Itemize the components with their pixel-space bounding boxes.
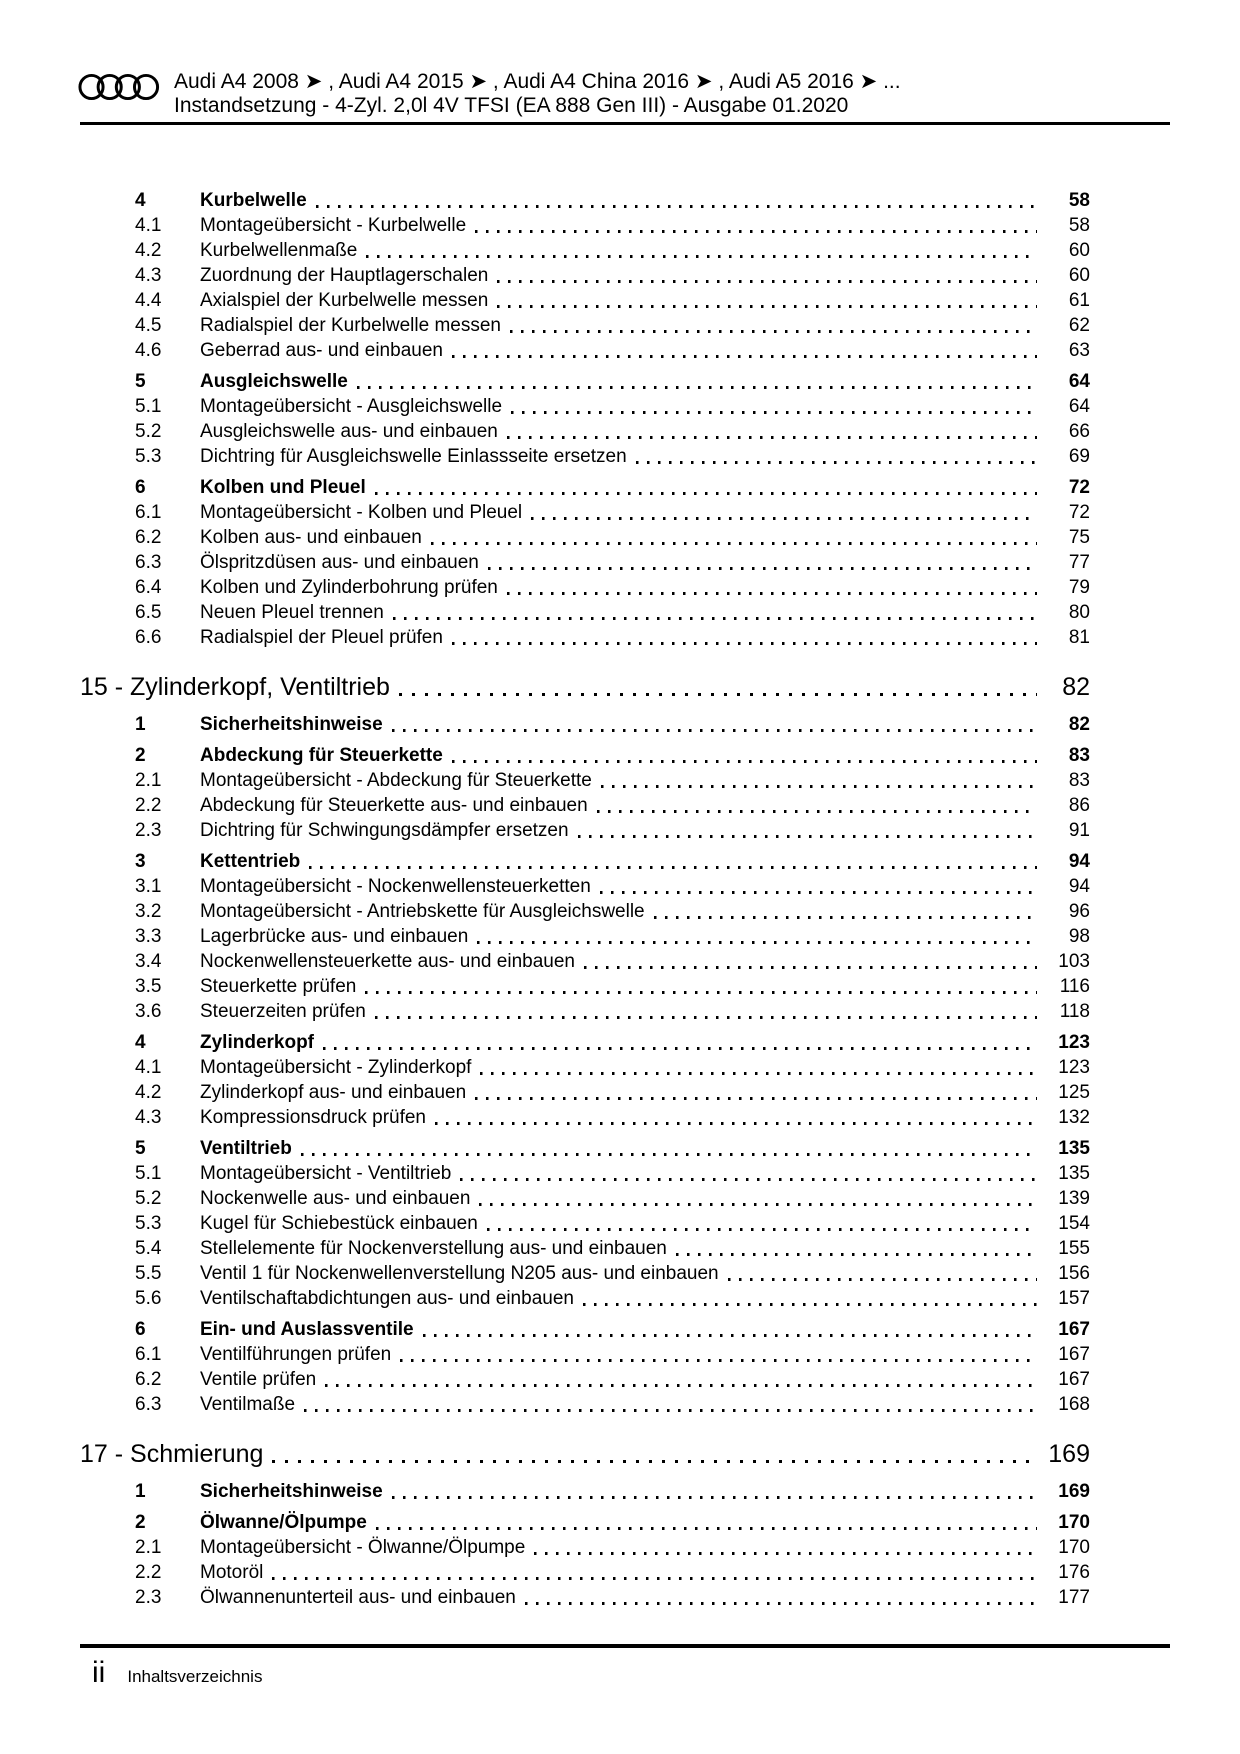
- toc-entry-title: Dichtring für Ausgleichswelle Einlassseite ersetzen: [200, 446, 627, 467]
- footer-page-number: ii: [92, 1656, 106, 1689]
- toc-entry-row: [80, 1211, 1090, 1236]
- toc-entry-title: Ausgleichswelle aus- und einbauen: [200, 421, 498, 442]
- dot-leader: [525, 1602, 1037, 1605]
- toc-entry-number: 3: [135, 851, 146, 872]
- toc-entry-number: 6: [135, 1319, 146, 1340]
- toc-entry-title: Stellelemente für Nockenverstellung aus- und einbauen: [200, 1238, 667, 1259]
- toc-entry-title: Abdeckung für Steuerkette aus- und einbauen: [200, 795, 588, 816]
- toc-entry-row: [80, 550, 1090, 575]
- toc-entry-number: 3.6: [135, 1001, 162, 1022]
- dot-leader: [452, 355, 1037, 358]
- dot-leader: [507, 592, 1037, 595]
- toc-entry-number: 6.5: [135, 602, 162, 623]
- dot-leader: [583, 1303, 1037, 1306]
- toc-entry-title: Axialspiel der Kurbelwelle messen: [200, 290, 489, 311]
- toc-entry-row: [80, 1080, 1090, 1105]
- toc-entry-row: [80, 444, 1090, 469]
- toc-entry-number: 5.2: [135, 1188, 162, 1209]
- toc-entry-row: [80, 768, 1090, 793]
- toc-entry-number: 2.3: [135, 1587, 162, 1608]
- toc-entry-title: Zylinderkopf: [200, 1032, 315, 1053]
- toc-entry-row: [80, 1030, 1090, 1055]
- toc-entry-row: [80, 600, 1090, 625]
- toc-entry-title: Kolben und Zylinderbohrung prüfen: [200, 577, 498, 598]
- dot-leader: [676, 1253, 1037, 1256]
- dot-leader: [477, 941, 1037, 944]
- toc-entry-number: 4.6: [135, 340, 162, 361]
- dot-leader: [497, 305, 1037, 308]
- toc-entry-row: [80, 1342, 1090, 1367]
- footer-section-label: Inhaltsverzeichnis: [127, 1667, 263, 1686]
- toc-entry-row: [80, 1236, 1090, 1261]
- toc-entry-page: 167: [1058, 1344, 1090, 1365]
- toc-entry-number: 4.5: [135, 315, 162, 336]
- toc-entry-title: Nockenwelle aus- und einbauen: [200, 1188, 471, 1209]
- toc-entry-row: [80, 712, 1090, 737]
- toc-entry-title: Geberrad aus- und einbauen: [200, 340, 443, 361]
- dot-leader: [431, 542, 1037, 545]
- toc-entry-number: 3.5: [135, 976, 162, 997]
- toc-entry-page: 155: [1058, 1238, 1090, 1259]
- toc-entry-number: 5.2: [135, 421, 162, 442]
- toc-entry-number: 4.2: [135, 240, 162, 261]
- toc-entry-page: 154: [1058, 1213, 1090, 1234]
- toc-entry-row: [80, 263, 1090, 288]
- toc-entry-number: 4.4: [135, 290, 162, 311]
- toc-entry-title: Montageübersicht - Nockenwellensteuerketten: [200, 876, 591, 897]
- toc-entry-title: Montageübersicht - Zylinderkopf: [200, 1057, 472, 1078]
- toc-entry-page: 103: [1058, 951, 1090, 972]
- toc-entry-row: [80, 1367, 1090, 1392]
- toc-entry-title: Ventilmaße: [200, 1394, 296, 1415]
- toc-entry-page: 170: [1058, 1537, 1090, 1558]
- toc-entry-page: 156: [1058, 1263, 1090, 1284]
- toc-entry-row: [80, 1560, 1090, 1585]
- dot-leader: [601, 785, 1037, 788]
- dot-leader: [479, 1203, 1037, 1206]
- toc-entry-page: 157: [1058, 1288, 1090, 1309]
- toc-entry-page: 77: [1068, 552, 1090, 573]
- toc-entry-title: Kurbelwellenmaße: [200, 240, 358, 261]
- toc-entry-page: 62: [1068, 315, 1090, 336]
- toc-entry-title: Ölspritzdüsen aus- und einbauen: [200, 552, 479, 573]
- toc-entry-title: Montageübersicht - Kurbelwelle: [200, 215, 467, 236]
- toc-entry-number: 5.4: [135, 1238, 162, 1259]
- toc-entry-page: 98: [1068, 926, 1090, 947]
- toc-entry-row: [80, 949, 1090, 974]
- dot-leader: [497, 280, 1037, 283]
- toc-entry-row: [80, 369, 1090, 394]
- toc-entry-number: 5.6: [135, 1288, 162, 1309]
- toc-entry-page: 123: [1058, 1032, 1090, 1053]
- toc-entry-page: 135: [1058, 1138, 1090, 1159]
- toc-entry-row: [80, 849, 1090, 874]
- dot-leader: [376, 1527, 1037, 1530]
- toc-entry-page: 83: [1068, 745, 1090, 766]
- toc-entry-row: [80, 525, 1090, 550]
- toc-entry-number: 2.3: [135, 820, 162, 841]
- toc-entry-number: 5.1: [135, 1163, 162, 1184]
- toc-entry-page: 72: [1068, 477, 1090, 498]
- toc-entry-page: 169: [1058, 1481, 1090, 1502]
- dot-leader: [475, 230, 1037, 233]
- toc-entry-number: 4.1: [135, 215, 162, 236]
- dot-leader: [488, 567, 1037, 570]
- toc-entry-title: Kettentrieb: [200, 851, 301, 872]
- toc-entry-number: 3.3: [135, 926, 162, 947]
- toc-entry-row: [80, 1392, 1090, 1417]
- toc-entry-page: 63: [1068, 340, 1090, 361]
- toc-entry-page: 86: [1068, 795, 1090, 816]
- toc-entry-page: 82: [1062, 673, 1090, 701]
- toc-entry-title: Ein- und Auslassventile: [200, 1319, 414, 1340]
- toc-entry-row: [80, 874, 1090, 899]
- toc-entry-number: 2.2: [135, 795, 162, 816]
- toc-entry-page: 170: [1058, 1512, 1090, 1533]
- page-footer: [92, 1656, 262, 1690]
- toc-entry-title: Zylinderkopf aus- und einbauen: [200, 1082, 467, 1103]
- toc-entry-number: 4: [135, 190, 146, 211]
- dot-leader: [392, 1496, 1037, 1499]
- toc-entry-number: 6.2: [135, 527, 162, 548]
- toc-entry-number: 5: [135, 371, 146, 392]
- dot-leader: [400, 1359, 1037, 1362]
- toc-chapter-row: [80, 1439, 1090, 1469]
- dot-leader: [366, 255, 1037, 258]
- footer-divider: [80, 1644, 1170, 1648]
- toc-entry-page: 58: [1068, 215, 1090, 236]
- toc-entry-page: 176: [1058, 1562, 1090, 1583]
- toc-entry-row: [80, 743, 1090, 768]
- audi-rings-icon: [78, 72, 160, 102]
- toc-entry-number: 5.3: [135, 1213, 162, 1234]
- toc-chapter-row: [80, 672, 1090, 702]
- dot-leader: [452, 760, 1037, 763]
- toc-entry-page: 75: [1068, 527, 1090, 548]
- toc-entry-page: 91: [1068, 820, 1090, 841]
- toc-entry-row: [80, 188, 1090, 213]
- toc-entry-page: 60: [1068, 240, 1090, 261]
- header-models-line: Audi A4 2008 ➤ , Audi A4 2015 ➤ , Audi A4 China 2016 ➤ , Audi A5 2016 ➤ ...: [174, 70, 901, 93]
- dot-leader: [534, 1552, 1037, 1555]
- toc-entry-page: 116: [1059, 976, 1090, 997]
- dot-leader: [272, 1460, 1037, 1463]
- dot-leader: [365, 991, 1037, 994]
- toc-entry-page: 168: [1058, 1394, 1090, 1415]
- toc-entry-number: 6.4: [135, 577, 162, 598]
- dot-leader: [323, 1047, 1037, 1050]
- toc-entry-title: Dichtring für Schwingungsdämpfer ersetzen: [200, 820, 569, 841]
- toc-entry-title: Radialspiel der Kurbelwelle messen: [200, 315, 501, 336]
- toc-entry-number: 6.1: [135, 1344, 162, 1365]
- toc-entry-title: Kurbelwelle: [200, 190, 307, 211]
- dot-leader: [480, 1072, 1037, 1075]
- toc-entry-page: 80: [1068, 602, 1090, 623]
- header-text: [174, 70, 901, 118]
- toc-entry-page: 72: [1068, 502, 1090, 523]
- toc-entry-number: 6.2: [135, 1369, 162, 1390]
- toc-entry-row: [80, 924, 1090, 949]
- toc-entry-row: [80, 793, 1090, 818]
- toc-entry-number: 6.1: [135, 502, 162, 523]
- toc-entry-page: 61: [1068, 290, 1090, 311]
- toc-entry-row: [80, 625, 1090, 650]
- dot-leader: [597, 810, 1037, 813]
- dot-leader: [531, 517, 1037, 520]
- toc-entry-number: 6.3: [135, 1394, 162, 1415]
- toc-entry-page: 132: [1058, 1107, 1090, 1128]
- toc-entry-title: Montageübersicht - Ausgleichswelle: [200, 396, 503, 417]
- toc-entry-row: [80, 1479, 1090, 1504]
- dot-leader: [452, 642, 1037, 645]
- toc-entry-row: [80, 818, 1090, 843]
- toc-entry-title: Sicherheitshinweise: [200, 1481, 383, 1502]
- toc-entry-row: [80, 394, 1090, 419]
- toc-entry-row: [80, 1161, 1090, 1186]
- toc-entry-page: 94: [1068, 851, 1090, 872]
- dot-leader: [309, 866, 1037, 869]
- toc-entry-title: Montageübersicht - Ventiltrieb: [200, 1163, 452, 1184]
- toc-entry-number: 5.3: [135, 446, 162, 467]
- toc-entry-row: [80, 338, 1090, 363]
- toc-entry-page: 69: [1068, 446, 1090, 467]
- toc-entry-title: Montageübersicht - Antriebskette für Ausgleichswelle: [200, 901, 645, 922]
- toc-entry-row: [80, 899, 1090, 924]
- dot-leader: [357, 386, 1037, 389]
- toc-entry-title: Radialspiel der Pleuel prüfen: [200, 627, 443, 648]
- toc-entry-title: Ausgleichswelle: [200, 371, 348, 392]
- toc-entry-number: 3.4: [135, 951, 162, 972]
- toc-entry-title: Motoröl: [200, 1562, 264, 1583]
- toc-entry-title: Ventilführungen prüfen: [200, 1344, 392, 1365]
- toc-entry-title: Ventilschaftabdichtungen aus- und einbauen: [200, 1288, 574, 1309]
- toc-entry-number: 5: [135, 1138, 146, 1159]
- toc-entry-row: [80, 419, 1090, 444]
- toc-entry-page: 167: [1058, 1369, 1090, 1390]
- toc-entry-row: [80, 1105, 1090, 1130]
- toc-entry-number: 4.3: [135, 265, 162, 286]
- dot-leader: [654, 916, 1037, 919]
- toc-entry-row: [80, 1317, 1090, 1342]
- toc-entry-number: 2.1: [135, 1537, 162, 1558]
- toc-entry-number: 6.3: [135, 552, 162, 573]
- toc-entry-page: 64: [1068, 371, 1090, 392]
- toc-entry-number: 4.1: [135, 1057, 162, 1078]
- toc-entry-row: [80, 1535, 1090, 1560]
- toc-entry-title: Ventil 1 für Nockenwellenverstellung N205 aus- und einbauen: [200, 1263, 719, 1284]
- toc-entry-page: 123: [1058, 1057, 1090, 1078]
- toc-entry-row: [80, 1286, 1090, 1311]
- toc-entry-number: 6.6: [135, 627, 162, 648]
- toc-entry-title: Steuerzeiten prüfen: [200, 1001, 366, 1022]
- dot-leader: [487, 1228, 1037, 1231]
- toc-entry-title: Abdeckung für Steuerkette: [200, 745, 443, 766]
- toc-entry-row: [80, 1510, 1090, 1535]
- dot-leader: [578, 835, 1037, 838]
- toc-entry-title: Kolben aus- und einbauen: [200, 527, 422, 548]
- toc-entry-title: Kolben und Pleuel: [200, 477, 366, 498]
- header-doc-title: Instandsetzung - 4-Zyl. 2,0l 4V TFSI (EA 888 Gen III) - Ausgabe 01.2020: [174, 94, 849, 117]
- toc-entry-title: Montageübersicht - Kolben und Pleuel: [200, 502, 523, 523]
- toc-entry-page: 96: [1068, 901, 1090, 922]
- toc-chapter-title: 15 - Zylinderkopf, Ventiltrieb: [80, 673, 390, 701]
- dot-leader: [375, 1016, 1037, 1019]
- toc-entry-page: 58: [1068, 190, 1090, 211]
- toc-entry-page: 125: [1058, 1082, 1090, 1103]
- toc-entry-row: [80, 1055, 1090, 1080]
- dot-leader: [375, 492, 1037, 495]
- dot-leader: [304, 1409, 1037, 1412]
- toc-entry-title: Ventile prüfen: [200, 1369, 317, 1390]
- toc-entry-row: [80, 575, 1090, 600]
- toc-entry-page: 94: [1068, 876, 1090, 897]
- toc-entry-page: 177: [1058, 1587, 1090, 1608]
- toc-entry-row: [80, 288, 1090, 313]
- toc-entry-page: 79: [1068, 577, 1090, 598]
- toc-entry-row: [80, 1136, 1090, 1161]
- toc-chapter-title: 17 - Schmierung: [80, 1440, 264, 1468]
- toc-entry-row: [80, 1186, 1090, 1211]
- toc-entry-number: 5.1: [135, 396, 162, 417]
- dot-leader: [510, 330, 1037, 333]
- toc-entry-page: 81: [1068, 627, 1090, 648]
- dot-leader: [393, 617, 1037, 620]
- dot-leader: [435, 1122, 1037, 1125]
- page-header: [78, 70, 1170, 118]
- toc-entry-title: Zuordnung der Hauptlagerschalen: [200, 265, 489, 286]
- toc-entry-number: 2: [135, 745, 146, 766]
- toc-entry-row: [80, 213, 1090, 238]
- toc-entry-title: Montageübersicht - Abdeckung für Steuerkette: [200, 770, 592, 791]
- toc-entry-page: 66: [1068, 421, 1090, 442]
- toc-entry-row: [80, 238, 1090, 263]
- toc-entry-title: Kugel für Schiebestück einbauen: [200, 1213, 478, 1234]
- toc-entry-title: Lagerbrücke aus- und einbauen: [200, 926, 469, 947]
- dot-leader: [636, 461, 1037, 464]
- toc-entry-number: 5.5: [135, 1263, 162, 1284]
- header-divider: [80, 122, 1170, 125]
- dot-leader: [316, 205, 1037, 208]
- dot-leader: [600, 891, 1037, 894]
- dot-leader: [325, 1384, 1037, 1387]
- toc-entry-title: Steuerkette prüfen: [200, 976, 357, 997]
- toc-entry-row: [80, 999, 1090, 1024]
- toc-entry-page: 167: [1058, 1319, 1090, 1340]
- toc-entry-title: Ölwannenunterteil aus- und einbauen: [200, 1587, 516, 1608]
- toc-entry-number: 4: [135, 1032, 146, 1053]
- toc-entry-title: Ventiltrieb: [200, 1138, 292, 1159]
- toc-entry-number: 1: [135, 1481, 146, 1502]
- toc-entry-title: Neuen Pleuel trennen: [200, 602, 384, 623]
- toc-entry-row: [80, 313, 1090, 338]
- dot-leader: [728, 1278, 1037, 1281]
- toc-entry-number: 4.3: [135, 1107, 162, 1128]
- toc-entry-row: [80, 500, 1090, 525]
- toc-entry-row: [80, 974, 1090, 999]
- toc-entry-page: 82: [1068, 714, 1090, 735]
- dot-leader: [301, 1153, 1037, 1156]
- dot-leader: [475, 1097, 1037, 1100]
- dot-leader: [511, 411, 1037, 414]
- dot-leader: [423, 1334, 1037, 1337]
- dot-leader: [507, 436, 1037, 439]
- toc-entry-title: Kompressionsdruck prüfen: [200, 1107, 426, 1128]
- table-of-contents: [80, 182, 1090, 1610]
- dot-leader: [272, 1577, 1037, 1580]
- dot-leader: [460, 1178, 1037, 1181]
- dot-leader: [584, 966, 1037, 969]
- toc-entry-number: 2: [135, 1512, 146, 1533]
- toc-entry-number: 6: [135, 477, 146, 498]
- toc-entry-row: [80, 1261, 1090, 1286]
- toc-entry-number: 3.1: [135, 876, 162, 897]
- toc-entry-page: 60: [1068, 265, 1090, 286]
- toc-entry-page: 139: [1058, 1188, 1090, 1209]
- toc-entry-title: Nockenwellensteuerkette aus- und einbauen: [200, 951, 575, 972]
- dot-leader: [392, 729, 1037, 732]
- toc-entry-row: [80, 475, 1090, 500]
- toc-entry-number: 1: [135, 714, 146, 735]
- toc-entry-page: 169: [1048, 1440, 1090, 1468]
- toc-entry-number: 2.1: [135, 770, 162, 791]
- toc-entry-title: Ölwanne/Ölpumpe: [200, 1512, 367, 1533]
- toc-entry-page: 83: [1068, 770, 1090, 791]
- toc-entry-title: Montageübersicht - Ölwanne/Ölpumpe: [200, 1537, 526, 1558]
- toc-entry-number: 2.2: [135, 1562, 162, 1583]
- toc-entry-row: [80, 1585, 1090, 1610]
- toc-entry-number: 4.2: [135, 1082, 162, 1103]
- dot-leader: [399, 693, 1037, 696]
- toc-entry-page: 135: [1058, 1163, 1090, 1184]
- toc-entry-number: 3.2: [135, 901, 162, 922]
- toc-entry-page: 118: [1059, 1001, 1090, 1022]
- toc-entry-title: Sicherheitshinweise: [200, 714, 383, 735]
- toc-entry-page: 64: [1068, 396, 1090, 417]
